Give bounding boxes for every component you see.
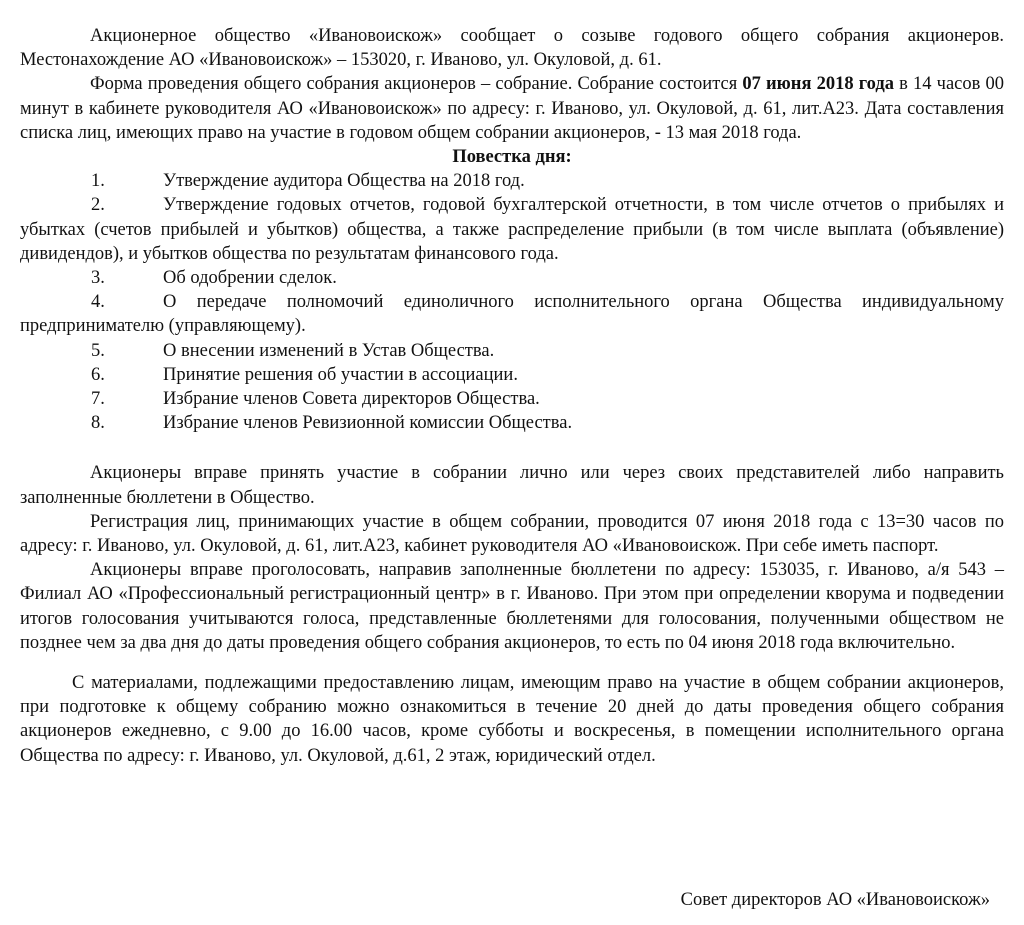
agenda-item-number: 3. [91, 268, 105, 289]
agenda-item [20, 339, 1004, 363]
participation-paragraph: Акционеры вправе принять участие в собрании лично или через своих представителей либо направить заполненные бюллетени в Общество. [20, 463, 1004, 508]
agenda-item-text: Утверждение годовых отчетов, годовой бухгалтерской отчетности, в том числе отчетов о прибылях и убытках (счетов прибылей и убытков) общества, а также распределение прибыли (в том числе выплата (объявление) дивидендов), и убытков общества по результатам финансового года. [20, 195, 1004, 264]
agenda-item-number: 2. [91, 195, 105, 216]
agenda-item [20, 169, 1004, 193]
signature-line: Совет директоров АО «Ивановоискож» [680, 890, 990, 910]
agenda-item-text: О внесении изменений в Устав Общества. [163, 340, 495, 361]
registration-paragraph: Регистрация лиц, принимающих участие в общем собрании, проводится 07 июня 2018 года с 13=30 часов по адресу: г. Иваново, ул. Окуловой, д. 61, лит.А23, кабинет руководителя АО «Ивановоискож. При себе иметь паспорт. [20, 511, 1004, 557]
agenda-item-number: 4. [91, 292, 105, 313]
agenda-item [20, 387, 1004, 411]
agenda-item [20, 193, 1004, 266]
meeting-form-text-b: в 14 часов 00 минут в кабинете руководителя АО «Ивановоискож» по адресу: г. Иваново, ул. Окуловой, д. 61, лит.А23. Дата составления списка лиц, имеющих право на участие в годовом общем собрании акционеров, - 13 мая 2018 года. [20, 74, 1004, 143]
agenda-item-text: Избрание членов Совета директоров Общества. [163, 389, 540, 410]
agenda-item [20, 290, 1004, 338]
agenda-list [20, 169, 1004, 435]
agenda-item-text: Избрание членов Ревизионной комиссии Общества. [163, 413, 573, 434]
agenda-item [20, 363, 1004, 387]
meeting-form-paragraph [20, 72, 1004, 145]
agenda-item-number: 8. [91, 413, 105, 434]
meeting-date-bold: 07 июня 2018 года [742, 74, 894, 95]
agenda-item-text: Утверждение аудитора Общества на 2018 год. [163, 171, 525, 192]
agenda-item-number: 7. [91, 389, 105, 410]
agenda-item-number: 5. [91, 340, 105, 361]
agenda-item [20, 411, 1004, 435]
intro-paragraph: Акционерное общество «Ивановоискож» сообщает о созыве годового общего собрания акционеров. Местонахождение АО «Ивановоискож» – 153020, г. Иваново, ул. Окуловой, д. 61. [20, 26, 1004, 71]
meeting-form-text-a: Форма проведения общего собрания акционеров – собрание. Собрание состоится [90, 74, 743, 95]
agenda-item-number: 1. [91, 171, 105, 192]
materials-paragraph: С материалами, подлежащими предоставлению лицам, имеющим право на участие в общем собрании акционеров, при подготовке к общему собранию можно ознакомиться в течение 20 дней до даты проведения общего собрания акционеров ежедневно, с 9.00 до 16.00 часов, кроме субботы и воскресенья, в помещении исполнительного органа Общества по адресу: г. Иваново, ул. Окуловой, д.61, 2 этаж, юридический отдел. [20, 673, 1004, 766]
agenda-item-text: Об одобрении сделок. [163, 268, 337, 289]
agenda-item-number: 6. [91, 364, 105, 385]
voting-paragraph: Акционеры вправе проголосовать, направив заполненные бюллетени по адресу: 153035, г. Иваново, а/я 543 – Филиал АО «Профессиональный регистрационный центр» в г. Иваново. При этом при определении кворума и подведении итогов голосования учитываются голоса, представленные бюллетенями для голосования, полученными обществом не позднее чем за два дня до даты проведения общего собрания акционеров, то есть по 04 июня 2018 года включительно. [20, 560, 1004, 653]
agenda-item-text: Принятие решения об участии в ассоциации. [163, 364, 518, 385]
agenda-title: Повестка дня: [452, 147, 572, 168]
agenda-item-text: О передаче полномочий единоличного исполнительного органа Общества индивидуальному предпринимателю (управляющему). [20, 292, 1004, 337]
agenda-item [20, 266, 1004, 290]
